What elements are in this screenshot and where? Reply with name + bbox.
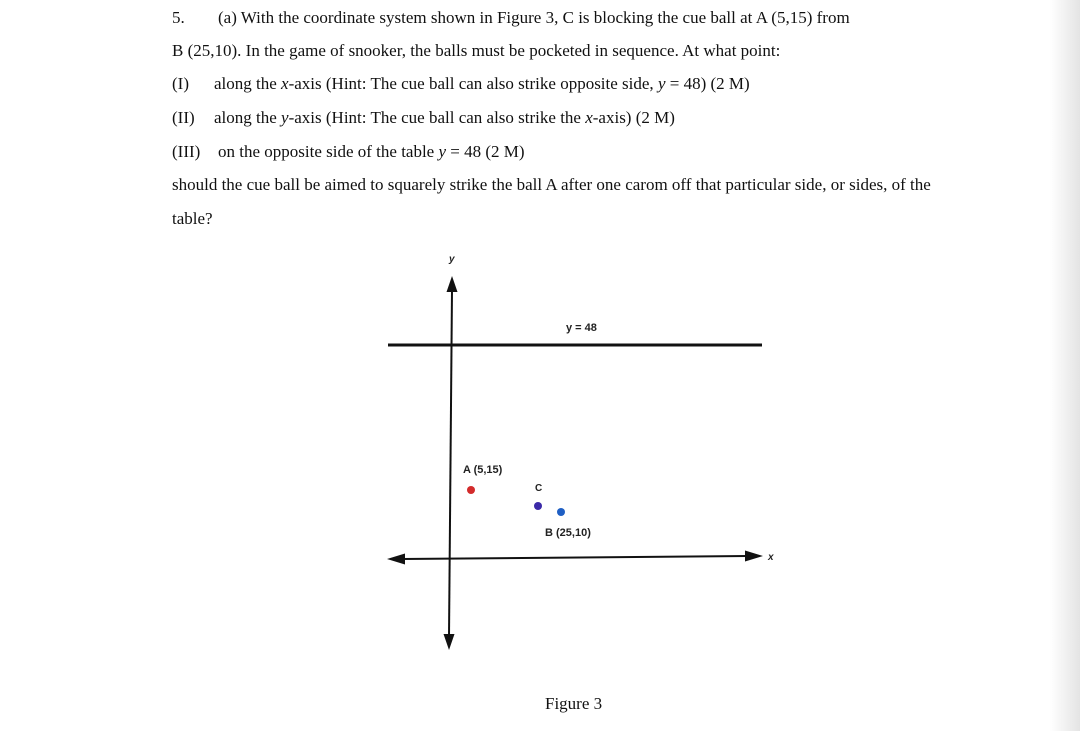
part-i-text-pre: along the <box>214 74 282 93</box>
part-iii-text-post: = 48 (2 M) <box>446 142 525 161</box>
closing-line-1: should the cue ball be aimed to squarely strike the ball A after one carom off that particular side, or sides, of the <box>172 175 931 194</box>
point-c-label: C <box>535 483 543 494</box>
x-axis-left-arrow <box>387 554 405 565</box>
closing-line-2: table? <box>172 209 213 228</box>
part-iii-label: (III) <box>172 142 201 161</box>
part-i-text-mid: -axis (Hint: The cue ball can also strike opposite side, <box>288 74 658 93</box>
point-a-label: A (5,15) <box>463 464 503 476</box>
part-ii-label: (II) <box>172 108 195 127</box>
y-axis-up-arrow <box>447 276 458 292</box>
y-axis-down-arrow <box>444 634 455 650</box>
part-ii-text-pre: along the <box>214 108 282 127</box>
part-ii-text-mid: -axis (Hint: The cue ball can also strike the <box>288 108 586 127</box>
point-b-label: B (25,10) <box>545 527 591 539</box>
x-axis-line <box>402 556 748 559</box>
top-line-label: y = 48 <box>566 322 597 334</box>
question-line-1: (a) With the coordinate system shown in Figure 3, C is blocking the cue ball at A (5,15) from <box>218 8 850 27</box>
question-number: 5. <box>172 8 185 27</box>
part-i-label: (I) <box>172 74 189 93</box>
point-b-ball <box>557 508 565 516</box>
part-ii-var2: x <box>585 108 593 127</box>
part-iii-var: y <box>438 142 447 161</box>
part-i-var2: y <box>657 74 666 93</box>
question-line-2: B (25,10). In the game of snooker, the balls must be pocketed in sequence. At what point: <box>172 41 781 60</box>
figure-caption: Figure 3 <box>545 694 603 713</box>
point-a-ball <box>467 486 475 494</box>
part-ii-text-post: -axis) (2 M) <box>592 108 675 127</box>
point-c-ball <box>534 502 542 510</box>
part-i-text-post: = 48) (2 M) <box>665 74 750 93</box>
y-axis-label: y <box>449 254 455 265</box>
part-iii-text-pre: on the opposite side of the table <box>218 142 439 161</box>
y-axis-line <box>449 290 452 636</box>
part-ii-var: y <box>281 108 289 127</box>
x-axis-right-arrow <box>745 551 763 562</box>
x-axis-label: x <box>768 552 774 563</box>
part-i-var: x <box>281 74 289 93</box>
